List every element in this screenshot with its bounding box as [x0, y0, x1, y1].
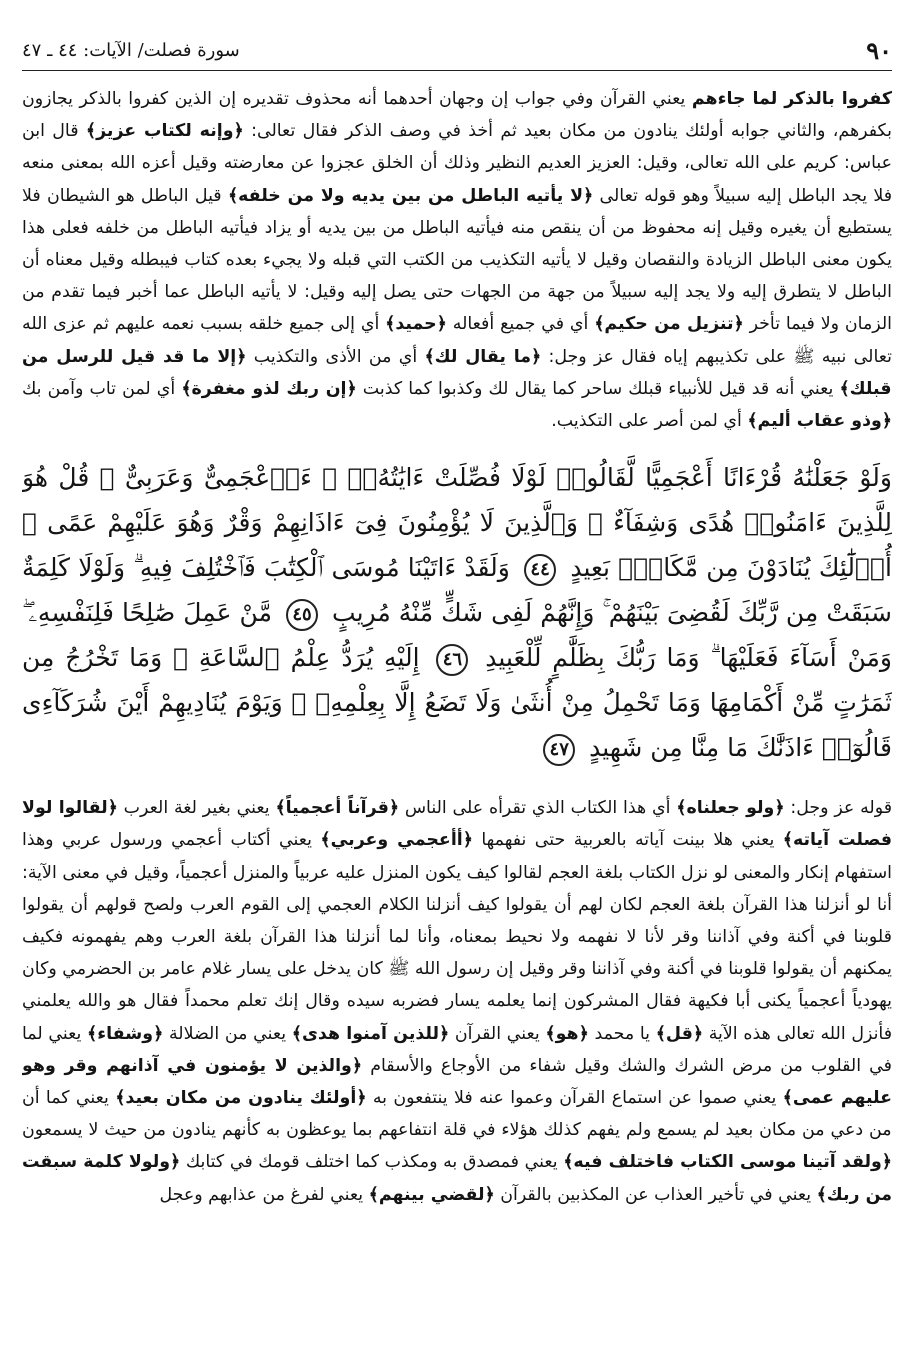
commentary-span: ﴿إلا ما قد قيل للرسل من قبلك﴾: [22, 346, 892, 399]
commentary-span: يعني لفرغ من عذابهم وعجل: [159, 1184, 364, 1205]
commentary-span: يعني صموا عن استماع القرآن وعموا عنه فلا ينتفعون به: [366, 1088, 777, 1109]
ayah-number: ٤٧: [543, 734, 575, 766]
commentary-span: ﴿هو﴾: [545, 1023, 589, 1044]
verse-text: وَلَقَدْ ءَاتَيْنَا مُوسَى ٱلْكِتَٰبَ فَٱخْتُلِفَ فِيهِ ۗ وَلَوْلَا كَلِمَةٌ سَبَقَتْ مِن رَّبِّكَ لَقُضِىَ بَيْنَهُمْ ۚ وَإِنَّهُمْ لَفِى شَكٍّ مِّنْهُ مُرِيبٍ: [22, 553, 892, 628]
commentary-span: قوله عز وجل:: [784, 798, 892, 819]
commentary-span: أي في جميع أفعاله: [446, 314, 589, 335]
commentary-span: ﴿قرآناً أعجمياً﴾: [275, 798, 400, 819]
page-header: [22, 30, 892, 71]
commentary-span: ﴿والذين لا يؤمنون في آذانهم وقر وهو عليهم عمى﴾: [22, 1055, 892, 1109]
commentary-span: يعني القرآن: [449, 1023, 540, 1044]
commentary-span: أي إلى جميع خلقه بسبب نعمه عليهم ثم عزى الله تعالى نبيه ﷺ على تكذيبهم إياه فقال عز وجل:: [22, 314, 892, 367]
commentary-span: يعني لما في القلوب من مرض الشرك والشك وقيل شفاء من الأوجاع والأسقام: [22, 1023, 892, 1076]
commentary-span: قيل الباطل هو الشيطان فلا يستطيع أن يغيره وقيل إنه محفوظ من أن ينقص منه فيأتيه الباطل من بين يديه أو يزاد فيأتيه الباطل من خلفه فعلى هذا يكون معنى الباطل الزيادة والنقصان وقيل لا يأتيه التكذيب من الكتب التي قبله ولا يجيء بعده كتاب فيبطله وقيل معناه أن الباطل لا يتطرق إليه ولا يجد إليه سبيلاً من جهة من الجهات حتى يصل إليه وقيل: لا يأتيه الباطل عما أخبر فيما تقدم من الزمان ولا فيما تأخر: [22, 185, 892, 335]
ayah-number: ٤٤: [524, 554, 556, 586]
commentary-span: يعني كما أن من دعي من مكان بعيد لم يسمع ولم يفهم كذلك هؤلاء في قلة انتفاعهم بما يوعظون به كأنهم ينادون من حيث لا يسمعون: [22, 1088, 892, 1141]
commentary-span: يعني فمصدق به ومكذب كما اختلف قومك في كتابك: [180, 1152, 558, 1173]
commentary-span: ﴿وإنه لكتاب عزيز﴾: [85, 121, 244, 142]
verse-text: مَّنْ عَمِلَ صَٰلِحًا فَلِنَفْسِهِۦ ۖ وَمَنْ أَسَآءَ فَعَلَيْهَا ۗ وَمَا رَبُّكَ بِظَلَّٰمٍ لِّلْعَبِيدِ: [22, 598, 892, 673]
commentary-span: أي لمن تاب وآمن بك: [22, 378, 176, 399]
ayah-number: ٤٦: [436, 644, 468, 676]
running-head: سورة فصلت/ الآيات: ٤٤ ـ ٤٧: [22, 39, 240, 61]
commentary-span: يعني في تأخير العذاب عن المكذبين بالقرآن: [494, 1184, 812, 1205]
commentary-span: يعني القرآن وفي جواب إن وجهان أحدهما أنه محذوف تقديره إن الذين كفروا بالذكر يجازون بكفرهم، والثاني جوابه أولئك ينادون من مكان بعيد ثم أخذ في وصف الذكر فقال تعالى:: [22, 89, 892, 142]
commentary-span: يعني هلا بينت آياته بالعربية حتى نفهمها: [472, 830, 775, 851]
commentary-span: ﴿ولو جعلناه﴾: [676, 798, 785, 819]
commentary-span: قال ابن عباس: كريم على الله تعالى، وقيل: العزيز العديم النظير وذلك أن الخلق عجزوا عن معارضته وقيل أعزه الله بمعنى منعه فلا يجد الباطل إليه سبيلاً وهو قوله تعالى: [22, 121, 892, 206]
quran-verses: [22, 455, 892, 770]
book-page: [22, 30, 892, 1350]
commentary-span: يعني أنه قد قيل للأنبياء قبلك ساحر كما يقال لك وكذبوا كما كذبت: [356, 378, 834, 399]
page-number: ٩٠: [866, 35, 892, 65]
commentary-span: يعني من الضلالة: [163, 1023, 287, 1044]
commentary-span: ﴿أولئك ينادون من مكان بعيد﴾: [115, 1088, 367, 1109]
commentary-span: يعني بغير لغة العرب: [117, 798, 270, 819]
commentary-span: ﴿إن ربك لذو مغفرة﴾: [181, 378, 357, 399]
commentary-span: ﴿قل﴾: [655, 1023, 704, 1044]
commentary-span: ﴿حميد﴾: [385, 314, 447, 335]
commentary-span: ﴿لقالوا لولا فصلت آياته﴾: [22, 798, 892, 851]
commentary-span: ﴿للذين آمنوا هدى﴾: [291, 1023, 450, 1044]
commentary-span: ﴿لقضي بينهم﴾: [368, 1184, 495, 1205]
commentary-top: [22, 83, 892, 437]
commentary-span: ﴿ما يقال لك﴾: [424, 346, 542, 367]
commentary-span: ﴿ولولا كلمة سبقت من ربك﴾: [22, 1152, 892, 1205]
commentary-span: أي لمن أصر على التكذيب.: [551, 411, 742, 432]
commentary-span: ﴿ولقد آتينا موسى الكتاب فاختلف فيه﴾: [563, 1152, 892, 1173]
commentary-span: ﴿لا يأتيه الباطل من بين يديه ولا من خلفه﴾: [227, 185, 594, 206]
verse-text: إِلَيْهِ يُرَدُّ عِلْمُ ٱلسَّاعَةِ ۚ وَمَا تَخْرُجُ مِن ثَمَرَٰتٍ مِّنْ أَكْمَامِهَا وَمَا تَحْمِلُ مِنْ أُنثَىٰ وَلَا تَضَعُ إِلَّا بِعِلْمِهِۦ ۚ وَيَوْمَ يُنَادِيهِمْ أَيْنَ شُرَكَآءِى قَالُوٓا۟ ءَاذَنَّٰكَ مَا مِنَّا مِن شَهِيدٍ: [22, 643, 892, 763]
verse-text: وَلَوْ جَعَلْنَٰهُ قُرْءَانًا أَعْجَمِيًّا لَّقَالُوا۟ لَوْلَا فُصِّلَتْ ءَايَٰتُهُۥٓ ۖ ءَا۬عْجَمِىٌّ وَعَرَبِىٌّ ۗ قُلْ هُوَ لِلَّذِينَ ءَامَنُوا۟ هُدًى وَشِفَآءٌ ۖ وَٱلَّذِينَ لَا يُؤْمِنُونَ فِىٓ ءَاذَانِهِمْ وَقْرٌ وَهُوَ عَلَيْهِمْ عَمًى ۚ أُو۟لَٰٓئِكَ يُنَادَوْنَ مِن مَّكَانٍۭ بَعِيدٍ: [22, 463, 892, 583]
commentary-span: ﴿تنزيل من حكيم﴾: [594, 314, 744, 335]
ayah-number: ٤٥: [286, 599, 318, 631]
commentary-span: ﴿وشفاء﴾: [87, 1023, 164, 1044]
commentary-span: كفروا بالذكر لما جاءهم: [691, 89, 892, 109]
commentary-span: يعني أكتاب أعجمي ورسول عربي وهذا استفهام إنكار والمعنى لو نزل الكتاب بلغة العجم لقالوا كيف يكون المنزل عليه عربياً والمنزل أعجمياً، وقيل في معنى الآية: أنا لو أنزلنا هذا القرآن بلغة العجم لكان لهم أن يقولوا كيف أنزلنا الكلام العجمي إلى القوم العرب ولصح قولهم أن يقولوا قلوبنا في أكنة وفي آذاننا وقر لأنا لا نفهمه ولا نحيط بمعناه، وأنا لما أنزلنا هذا القرآن بلغة العرب وهم يفهمونه فكيف يمكنهم أن يقولوا قلوبنا في أكنة وفي آذاننا وقر وقيل إن رسول الله ﷺ كان يدخل على يسار غلام عامر بن الحضرمي وكان يهودياً أعجمياً يكنى أبا فكيهة فقال المشركون إنما يعلمه يسار فضربه سيده وقال إنك تعلم محمداً فقال هو والله يعلمني فأنزل الله تعالى هذه الآية: [22, 830, 892, 1044]
commentary-span: أي هذا الكتاب الذي تقرأه على الناس: [399, 798, 671, 819]
commentary-span: ﴿وذو عقاب أليم﴾: [747, 411, 892, 432]
commentary-bottom: [22, 792, 892, 1211]
commentary-span: يا محمد: [588, 1023, 651, 1044]
commentary-span: أي من الأذى والتكذيب: [246, 346, 418, 367]
commentary-span: ﴿أأعجمي وعربي﴾: [320, 830, 473, 851]
